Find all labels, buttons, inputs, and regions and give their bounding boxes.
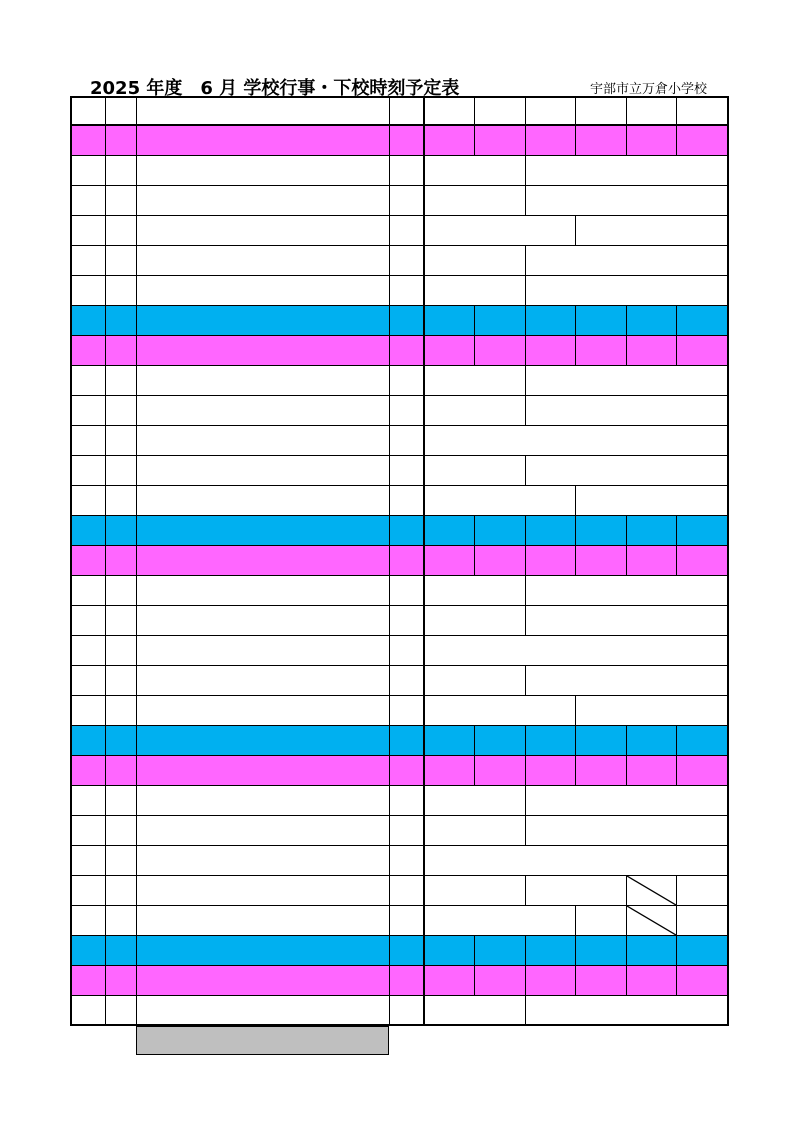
- row-day-number: [70, 785, 106, 816]
- row-day-number: [70, 485, 106, 516]
- row-weekday: [105, 935, 137, 966]
- row-events: [136, 995, 390, 1026]
- row-weekday: [105, 965, 137, 996]
- row-dismissal-time: [525, 395, 729, 426]
- row-events: [136, 755, 390, 786]
- row-grade-slash-cell: [626, 875, 677, 906]
- row-grade-cell: [525, 125, 576, 156]
- row-dismissal-time: [424, 875, 526, 906]
- row-meal: [389, 305, 425, 336]
- row-day-number: [70, 155, 106, 186]
- row-day-number: [70, 125, 106, 156]
- row-grade-cell: [474, 335, 526, 366]
- row-meal: [389, 425, 425, 456]
- row-meal: [389, 245, 425, 276]
- row-dismissal-time: [424, 785, 526, 816]
- row-meal: [389, 815, 425, 846]
- header-events: [136, 96, 390, 126]
- row-weekday: [105, 515, 137, 546]
- row-meal: [389, 665, 425, 696]
- row-weekday: [105, 845, 137, 876]
- row-dismissal-time: [424, 995, 526, 1026]
- row-dismissal-time: [525, 275, 729, 306]
- row-grade-cell: [676, 725, 729, 756]
- row-meal: [389, 755, 425, 786]
- row-events: [136, 695, 390, 726]
- row-grade-cell: [676, 515, 729, 546]
- row-dismissal-time: [424, 275, 526, 306]
- row-meal: [389, 935, 425, 966]
- row-weekday: [105, 425, 137, 456]
- row-grade-cell: [575, 515, 627, 546]
- row-events: [136, 785, 390, 816]
- header-meal: [389, 96, 425, 126]
- row-dismissal-time: [525, 455, 729, 486]
- header-grade-4: [575, 96, 627, 126]
- row-day-number: [70, 185, 106, 216]
- row-grade-cell: [474, 755, 526, 786]
- row-weekday: [105, 725, 137, 756]
- row-grade-cell: [575, 965, 627, 996]
- row-day-number: [70, 575, 106, 606]
- row-grade-cell: [626, 515, 677, 546]
- row-grade-cell: [424, 965, 475, 996]
- row-grade-cell: [424, 755, 475, 786]
- row-weekday: [105, 905, 137, 936]
- row-grade-cell: [525, 305, 576, 336]
- row-events: [136, 905, 390, 936]
- row-events: [136, 725, 390, 756]
- row-day-number: [70, 665, 106, 696]
- row-dismissal-time: [525, 185, 729, 216]
- row-dismissal-time: [424, 845, 729, 876]
- row-grade-cell: [424, 725, 475, 756]
- row-meal: [389, 395, 425, 426]
- row-dismissal-time: [525, 605, 729, 636]
- row-weekday: [105, 245, 137, 276]
- row-grade-cell: [424, 935, 475, 966]
- row-weekday: [105, 215, 137, 246]
- row-dismissal-time: [575, 215, 729, 246]
- row-events: [136, 665, 390, 696]
- row-dismissal-time: [424, 905, 576, 936]
- row-day-number: [70, 515, 106, 546]
- row-weekday: [105, 665, 137, 696]
- row-weekday: [105, 395, 137, 426]
- header-grade-3: [525, 96, 576, 126]
- row-dismissal-time: [525, 365, 729, 396]
- row-events: [136, 815, 390, 846]
- row-grade-slash-cell: [626, 905, 677, 936]
- row-events: [136, 635, 390, 666]
- row-dismissal-time: [525, 815, 729, 846]
- row-grade-cell: [575, 755, 627, 786]
- row-dismissal-time: [424, 395, 526, 426]
- row-day-number: [70, 965, 106, 996]
- row-day-number: [70, 275, 106, 306]
- row-events: [136, 455, 390, 486]
- row-grade-cell: [525, 755, 576, 786]
- row-day-number: [70, 425, 106, 456]
- row-grade-cell: [474, 965, 526, 996]
- row-day-number: [70, 845, 106, 876]
- row-grade-cell: [676, 125, 729, 156]
- row-grade-cell: [424, 515, 475, 546]
- footer-gray-box: [136, 1026, 389, 1055]
- row-day-number: [70, 905, 106, 936]
- header-grade-1: [424, 96, 475, 126]
- row-meal: [389, 215, 425, 246]
- row-meal: [389, 845, 425, 876]
- row-grade-cell: [626, 935, 677, 966]
- row-day-number: [70, 695, 106, 726]
- row-weekday: [105, 875, 137, 906]
- row-day-number: [70, 815, 106, 846]
- row-meal: [389, 155, 425, 186]
- row-weekday: [105, 995, 137, 1026]
- row-grade-cell: [626, 305, 677, 336]
- row-meal: [389, 635, 425, 666]
- row-dismissal-time: [424, 155, 526, 186]
- row-grade-cell: [474, 725, 526, 756]
- row-grade-cell: [474, 515, 526, 546]
- row-events: [136, 965, 390, 996]
- row-dismissal-time: [525, 245, 729, 276]
- row-events: [136, 845, 390, 876]
- row-day-number: [70, 635, 106, 666]
- row-day-number: [70, 245, 106, 276]
- row-grade-cell: [525, 725, 576, 756]
- row-day-number: [70, 395, 106, 426]
- row-events: [136, 515, 390, 546]
- row-meal: [389, 875, 425, 906]
- row-dismissal-time: [575, 695, 729, 726]
- page-title: 2025 年度 6 月 学校行事・下校時刻予定表: [90, 78, 460, 99]
- row-events: [136, 485, 390, 516]
- row-grade-cell: [626, 335, 677, 366]
- row-grade-cell: [676, 545, 729, 576]
- row-dismissal-time: [424, 485, 576, 516]
- row-dismissal-time: [525, 155, 729, 186]
- row-meal: [389, 575, 425, 606]
- row-dismissal-time: [424, 455, 526, 486]
- row-day-number: [70, 215, 106, 246]
- row-grade-cell: [626, 965, 677, 996]
- row-dismissal-time: [424, 695, 576, 726]
- row-events: [136, 245, 390, 276]
- row-grade-cell: [525, 545, 576, 576]
- row-dismissal-time: [525, 995, 729, 1026]
- row-grade-cell: [626, 545, 677, 576]
- row-grade-cell: [575, 305, 627, 336]
- row-weekday: [105, 785, 137, 816]
- row-weekday: [105, 365, 137, 396]
- row-day-number: [70, 725, 106, 756]
- row-grade-cell: [474, 305, 526, 336]
- row-grade-cell: [424, 335, 475, 366]
- row-day-number: [70, 755, 106, 786]
- row-events: [136, 125, 390, 156]
- row-grade-cell: [575, 545, 627, 576]
- row-weekday: [105, 605, 137, 636]
- row-weekday: [105, 125, 137, 156]
- row-weekday: [105, 485, 137, 516]
- row-events: [136, 935, 390, 966]
- row-dismissal-time: [424, 635, 729, 666]
- header-grade-5: [626, 96, 677, 126]
- row-events: [136, 875, 390, 906]
- row-grade-cell: [424, 545, 475, 576]
- row-grade-cell: [474, 545, 526, 576]
- row-events: [136, 335, 390, 366]
- row-day-number: [70, 995, 106, 1026]
- row-events: [136, 605, 390, 636]
- header-day: [70, 96, 106, 126]
- row-events: [136, 275, 390, 306]
- row-grade-cell: [575, 125, 627, 156]
- row-weekday: [105, 575, 137, 606]
- row-weekday: [105, 335, 137, 366]
- row-dismissal-time: [525, 875, 627, 906]
- row-meal: [389, 995, 425, 1026]
- row-dismissal-time: [575, 485, 729, 516]
- row-grade-cell: [626, 755, 677, 786]
- row-weekday: [105, 275, 137, 306]
- row-meal: [389, 455, 425, 486]
- row-events: [136, 395, 390, 426]
- diagonal-slash-icon: [627, 876, 676, 905]
- header-weekday: [105, 96, 137, 126]
- row-day-number: [70, 605, 106, 636]
- diagonal-slash-icon: [627, 906, 676, 935]
- row-grade-cell: [474, 935, 526, 966]
- school-name: 宇部市立万倉小学校: [590, 82, 708, 97]
- row-dismissal-time: [525, 575, 729, 606]
- row-weekday: [105, 185, 137, 216]
- row-events: [136, 365, 390, 396]
- row-weekday: [105, 305, 137, 336]
- row-grade-cell: [424, 305, 475, 336]
- row-events: [136, 545, 390, 576]
- row-meal: [389, 965, 425, 996]
- row-day-number: [70, 365, 106, 396]
- row-grade-cell: [626, 725, 677, 756]
- row-weekday: [105, 455, 137, 486]
- row-dismissal-time: [525, 665, 729, 696]
- row-dismissal-time: [676, 875, 729, 906]
- row-dismissal-time: [676, 905, 729, 936]
- row-day-number: [70, 455, 106, 486]
- row-grade-cell: [676, 965, 729, 996]
- row-meal: [389, 125, 425, 156]
- row-meal: [389, 695, 425, 726]
- row-grade-cell: [575, 335, 627, 366]
- row-day-number: [70, 335, 106, 366]
- row-dismissal-time: [525, 785, 729, 816]
- row-grade-cell: [424, 125, 475, 156]
- row-dismissal-time: [424, 185, 526, 216]
- row-meal: [389, 515, 425, 546]
- row-dismissal-time: [424, 215, 576, 246]
- row-meal: [389, 185, 425, 216]
- row-grade-cell: [525, 965, 576, 996]
- row-day-number: [70, 875, 106, 906]
- row-day-number: [70, 305, 106, 336]
- row-dismissal-time: [424, 365, 526, 396]
- row-meal: [389, 725, 425, 756]
- row-dismissal-time: [575, 905, 627, 936]
- row-grade-cell: [676, 755, 729, 786]
- row-dismissal-time: [424, 815, 526, 846]
- row-meal: [389, 905, 425, 936]
- row-weekday: [105, 815, 137, 846]
- row-events: [136, 185, 390, 216]
- row-grade-cell: [626, 125, 677, 156]
- row-grade-cell: [575, 725, 627, 756]
- row-dismissal-time: [424, 425, 729, 456]
- row-dismissal-time: [424, 575, 526, 606]
- row-dismissal-time: [424, 245, 526, 276]
- row-day-number: [70, 545, 106, 576]
- row-grade-cell: [525, 515, 576, 546]
- row-grade-cell: [525, 335, 576, 366]
- row-events: [136, 155, 390, 186]
- row-weekday: [105, 635, 137, 666]
- row-events: [136, 305, 390, 336]
- row-meal: [389, 545, 425, 576]
- row-events: [136, 425, 390, 456]
- row-grade-cell: [474, 125, 526, 156]
- row-meal: [389, 605, 425, 636]
- row-meal: [389, 335, 425, 366]
- row-grade-cell: [676, 335, 729, 366]
- row-grade-cell: [525, 935, 576, 966]
- row-grade-cell: [676, 305, 729, 336]
- row-meal: [389, 275, 425, 306]
- row-events: [136, 215, 390, 246]
- row-dismissal-time: [424, 665, 526, 696]
- row-weekday: [105, 755, 137, 786]
- row-meal: [389, 785, 425, 816]
- row-grade-cell: [575, 935, 627, 966]
- row-meal: [389, 485, 425, 516]
- row-day-number: [70, 935, 106, 966]
- row-dismissal-time: [424, 605, 526, 636]
- row-grade-cell: [676, 935, 729, 966]
- header-grade-6: [676, 96, 729, 126]
- row-weekday: [105, 695, 137, 726]
- schedule-table: [70, 96, 728, 1026]
- row-weekday: [105, 545, 137, 576]
- header-grade-2: [474, 96, 526, 126]
- row-meal: [389, 365, 425, 396]
- row-weekday: [105, 155, 137, 186]
- row-events: [136, 575, 390, 606]
